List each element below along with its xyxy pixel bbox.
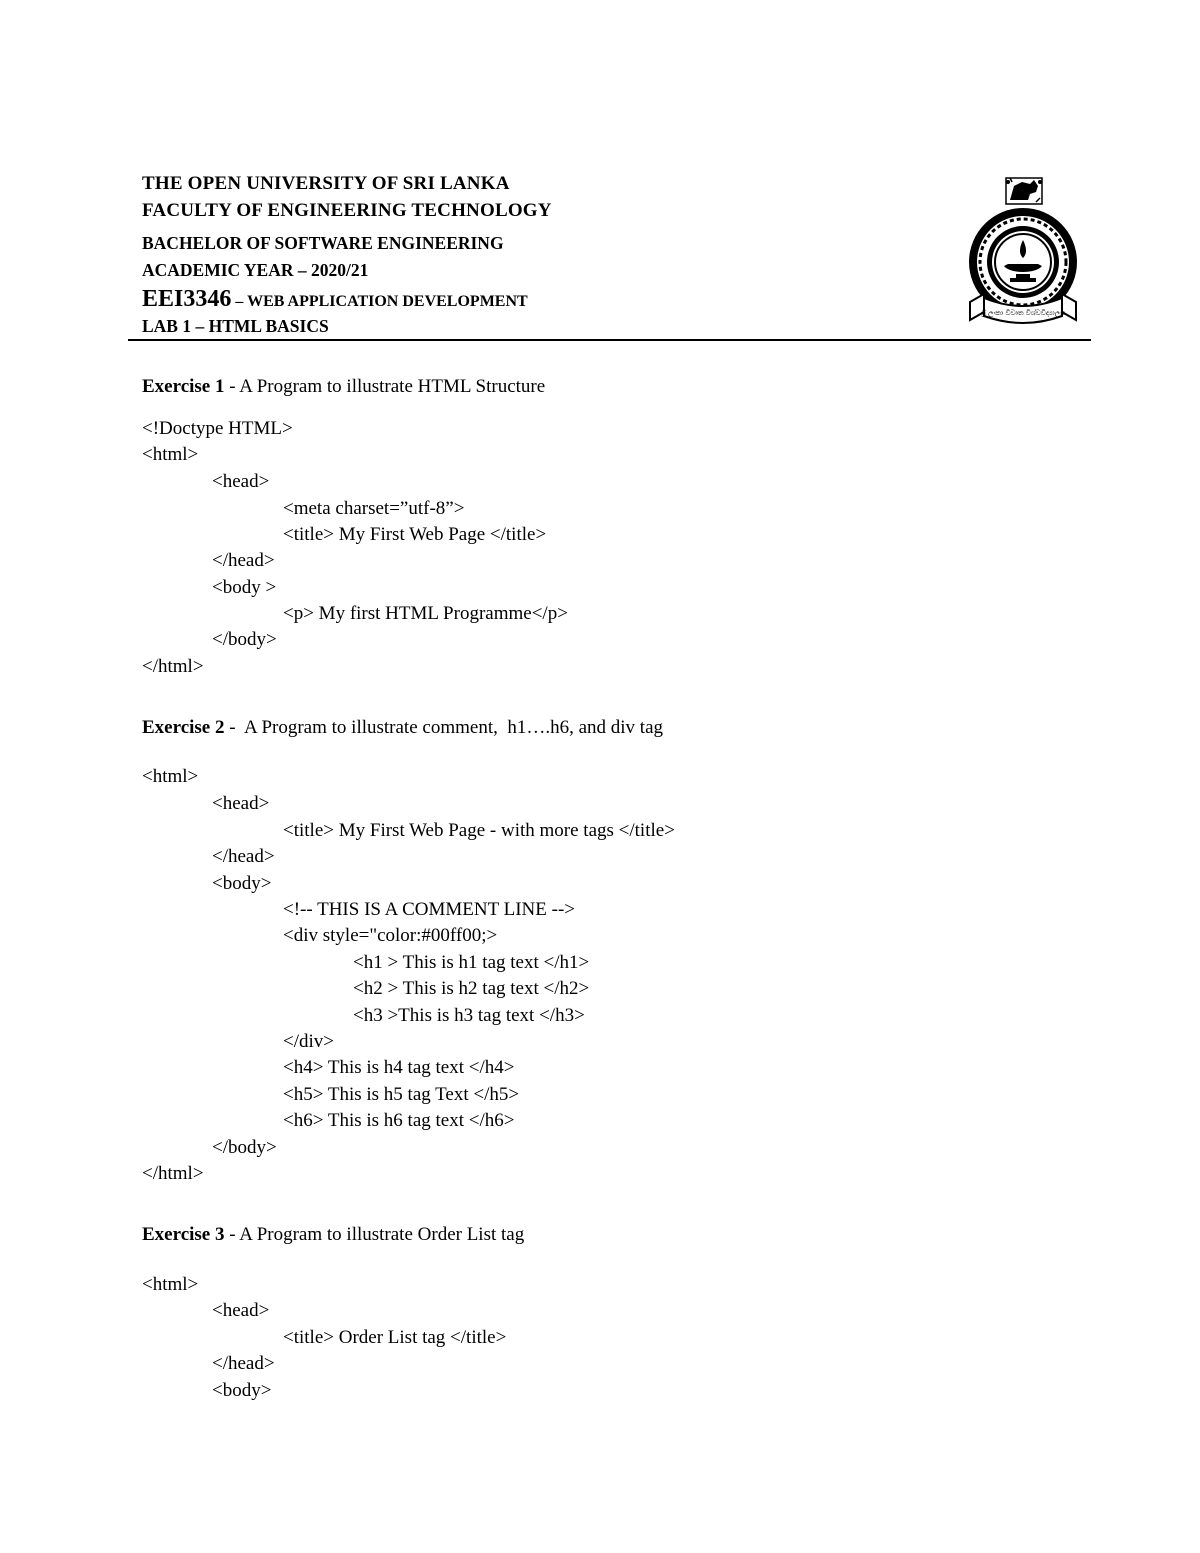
exercise-2-heading [142,717,663,739]
exercise-label: Exercise 1 [142,376,225,397]
code-line: </body> [212,629,277,650]
code-line: <html> [142,444,199,465]
course-heading [142,286,528,313]
code-line: <h6> This is h6 tag text </h6> [283,1110,515,1131]
code-line: <meta charset=”utf-8”> [283,498,465,519]
exercise-description: - A Program to illustrate HTML Structure [224,376,546,397]
code-line: <title> My First Web Page - with more tags </title> [283,820,675,841]
code-line: <h2 > This is h2 tag text </h2> [353,978,590,999]
faculty-name: FACULTY OF ENGINEERING TECHNOLOGY [142,200,552,221]
code-line: <!Doctype HTML> [142,418,293,439]
exercise-label: Exercise 2 [142,717,225,738]
academic-year: ACADEMIC YEAR – 2020/21 [142,260,369,280]
exercise-description: - A Program to illustrate Order List tag [224,1224,525,1245]
university-name: THE OPEN UNIVERSITY OF SRI LANKA [142,173,510,194]
lab-title: LAB 1 – HTML BASICS [142,316,329,336]
code-line: </html> [142,656,204,677]
code-line: <h5> This is h5 tag Text </h5> [283,1084,520,1105]
code-line: <h1 > This is h1 tag text </h1> [353,952,590,973]
code-line: <p> My first HTML Programme</p> [283,603,568,624]
code-line: <h4> This is h4 tag text </h4> [283,1057,515,1078]
code-line: </html> [142,1163,204,1184]
program-name: BACHELOR OF SOFTWARE ENGINEERING [142,233,504,253]
header-divider [128,339,1091,341]
code-line: <head> [212,1300,270,1321]
code-line: <head> [212,471,270,492]
code-line: <html> [142,766,199,787]
course-title: – WEB APPLICATION DEVELOPMENT [231,293,528,310]
code-line: <body > [212,577,277,598]
code-line: <html> [142,1274,199,1295]
lion-emblem-icon [1006,178,1042,204]
course-code: EEI3346 [142,286,232,312]
code-line: <!-- THIS IS A COMMENT LINE --> [283,899,575,920]
code-line: </head> [212,1353,275,1374]
code-line: <title> Order List tag </title> [283,1327,507,1348]
code-line: <body> [212,873,272,894]
university-crest-logo [964,174,1082,328]
code-line: </head> [212,550,275,571]
exercise-label: Exercise 3 [142,1224,225,1245]
code-line: <head> [212,793,270,814]
exercise-3-heading [142,1224,524,1246]
code-line: <title> My First Web Page </title> [283,524,547,545]
code-line: <h3 >This is h3 tag text </h3> [353,1005,585,1026]
code-line: </body> [212,1137,277,1158]
crest-motto: ශ්‍රී ලංකා විවෘත විශ්වවිද්‍යාලය [980,309,1066,317]
exercise-1-heading [142,376,545,398]
exercise-description: - A Program to illustrate comment, h1….h6, and div tag [224,717,664,738]
code-line: <div style="color:#00ff00;> [283,925,498,946]
code-line: </div> [283,1031,334,1052]
code-line: </head> [212,846,275,867]
code-line: <body> [212,1380,272,1401]
